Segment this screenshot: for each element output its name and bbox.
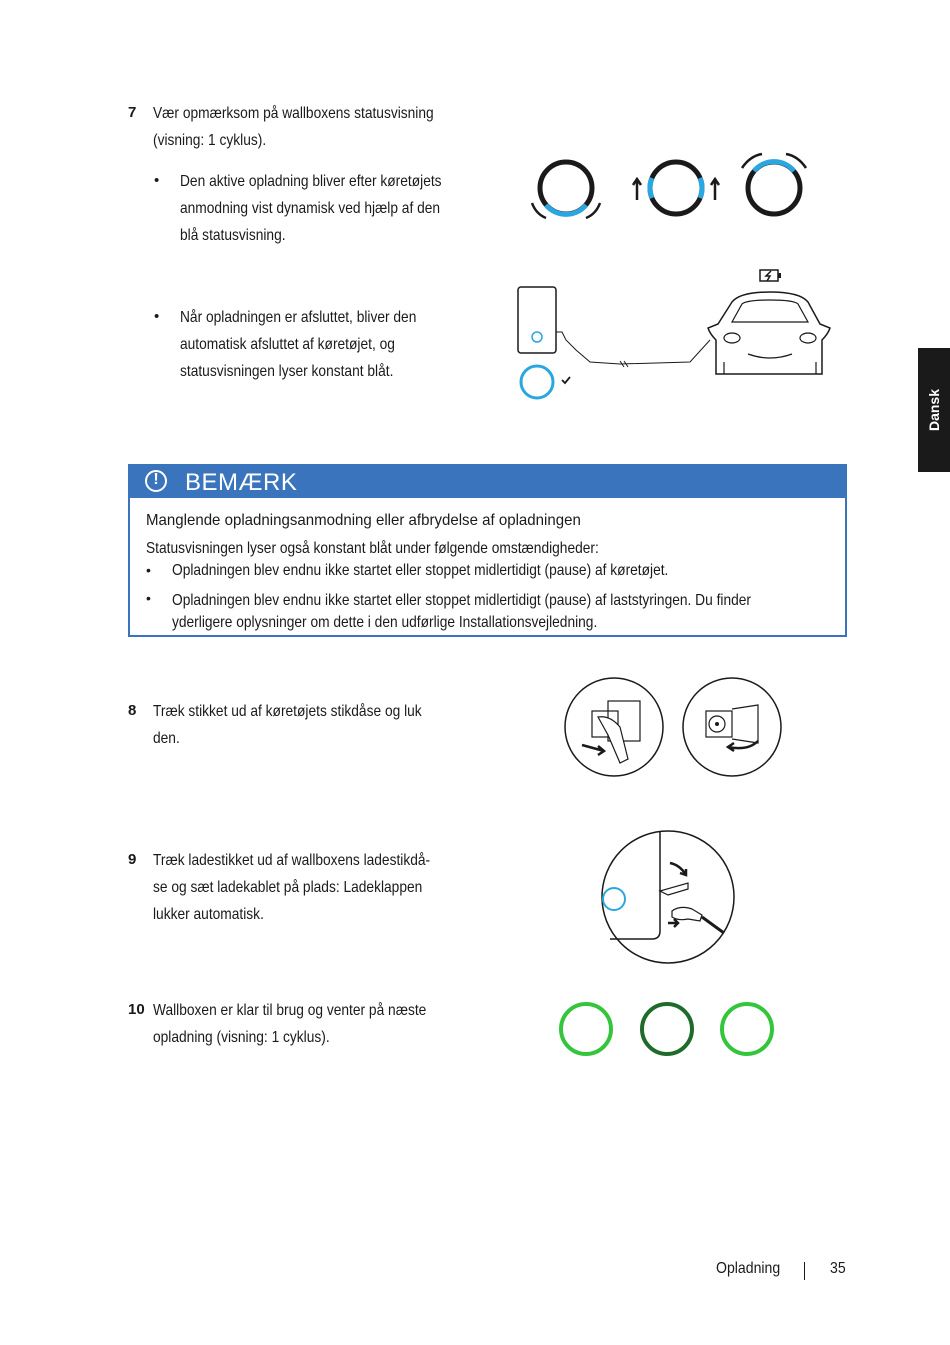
status-ring-blue-constant [521, 366, 570, 398]
page-number: 35 [830, 1260, 846, 1277]
wallbox-car-charging-complete-illustration [510, 262, 840, 407]
step-7-bullet-2 [180, 304, 416, 385]
text-line: Opladningen blev endnu ikke startet eller stoppet midlertidigt (pause) af laststyringen. Du finder [172, 592, 752, 609]
side-tab-label: Dansk [926, 388, 942, 432]
text-line [172, 612, 751, 634]
text-line: anmodning vist dynamisk ved hjælp af den [180, 200, 441, 217]
step-7-bullet-1 [180, 168, 442, 249]
bullet-marker: • [154, 172, 160, 189]
step-8-number: 8 [128, 702, 137, 719]
language-side-tab [918, 348, 950, 472]
car [708, 292, 830, 374]
installation-guide-reference: Installationsvejledning. [458, 614, 598, 631]
step-9-text [153, 847, 430, 928]
bullet-marker: • [146, 590, 151, 606]
status-ring-3 [742, 154, 806, 214]
status-ring-2 [633, 162, 719, 214]
exclamation-icon: ! [145, 470, 167, 492]
step-7-number: 7 [128, 104, 137, 121]
text-span: yderligere oplysninger om dette i den udførlige [172, 614, 459, 631]
step-10-number: 10 [128, 1001, 145, 1018]
status-ring-1 [532, 162, 600, 218]
note-title: BEMÆRK [185, 469, 298, 496]
footer-section: Opladning [716, 1260, 781, 1277]
note-bullet-2 [172, 590, 751, 634]
text-line: Træk ladestikket ud af wallboxens ladestikdå- [153, 852, 431, 869]
note-subtitle: Manglende opladningsanmodning eller afbrydelse af opladningen [146, 512, 581, 529]
status-ring-green-dark [642, 1004, 692, 1054]
step-8-text [153, 698, 422, 752]
bullet-marker: • [154, 308, 160, 325]
text-line: Når opladningen er afsluttet, bliver den [180, 309, 417, 326]
note-box [128, 464, 847, 637]
text-line: lukker automatisk. [153, 906, 264, 923]
status-ring-green-light [722, 1004, 772, 1054]
text-line: opladning (visning: 1 cyklus). [153, 1029, 330, 1046]
note-intro: Statusvisningen lyser også konstant blåt under følgende omstændigheder: [146, 540, 599, 557]
text-line: blå statusvisning. [180, 227, 286, 244]
note-bullet-1: Opladningen blev endnu ikke startet eller stoppet midlertidigt (pause) af køretøjet. [172, 562, 669, 579]
wallbox-cable-removal-illustration [596, 827, 740, 967]
text-line: automatisk afsluttet af køretøjet, og [180, 336, 395, 353]
step-10-text [153, 997, 426, 1051]
text-line: se og sæt ladekablet på plads: Ladeklappen [153, 879, 423, 896]
wallbox [518, 287, 710, 367]
note-header [130, 466, 845, 498]
unplug-plug-circle [565, 678, 663, 776]
battery-charging-icon [760, 270, 781, 281]
status-ring-green-light [561, 1004, 611, 1054]
step-7-line-1: Vær opmærksom på wallboxens statusvisning [153, 105, 434, 122]
text-line: statusvisningen lyser konstant blåt. [180, 363, 394, 380]
step-9-number: 9 [128, 851, 137, 868]
text-line: Den aktive opladning bliver efter køretøjets [180, 173, 442, 190]
text-line: Wallboxen er klar til brug og venter på næste [153, 1002, 427, 1019]
unplug-vehicle-illustration [562, 675, 784, 779]
close-socket-cover-circle [683, 678, 781, 776]
footer-divider [804, 1262, 805, 1280]
bullet-marker: • [146, 562, 151, 578]
step-7-line-2: (visning: 1 cyklus). [153, 132, 267, 149]
step-7-text [153, 100, 434, 154]
text-line: den. [153, 730, 180, 747]
text-line: Træk stikket ud af køretøjets stikdåse og luk [153, 703, 422, 720]
status-ring-cycle-illustration [520, 148, 820, 228]
green-status-ring-cycle-illustration [556, 1000, 780, 1060]
